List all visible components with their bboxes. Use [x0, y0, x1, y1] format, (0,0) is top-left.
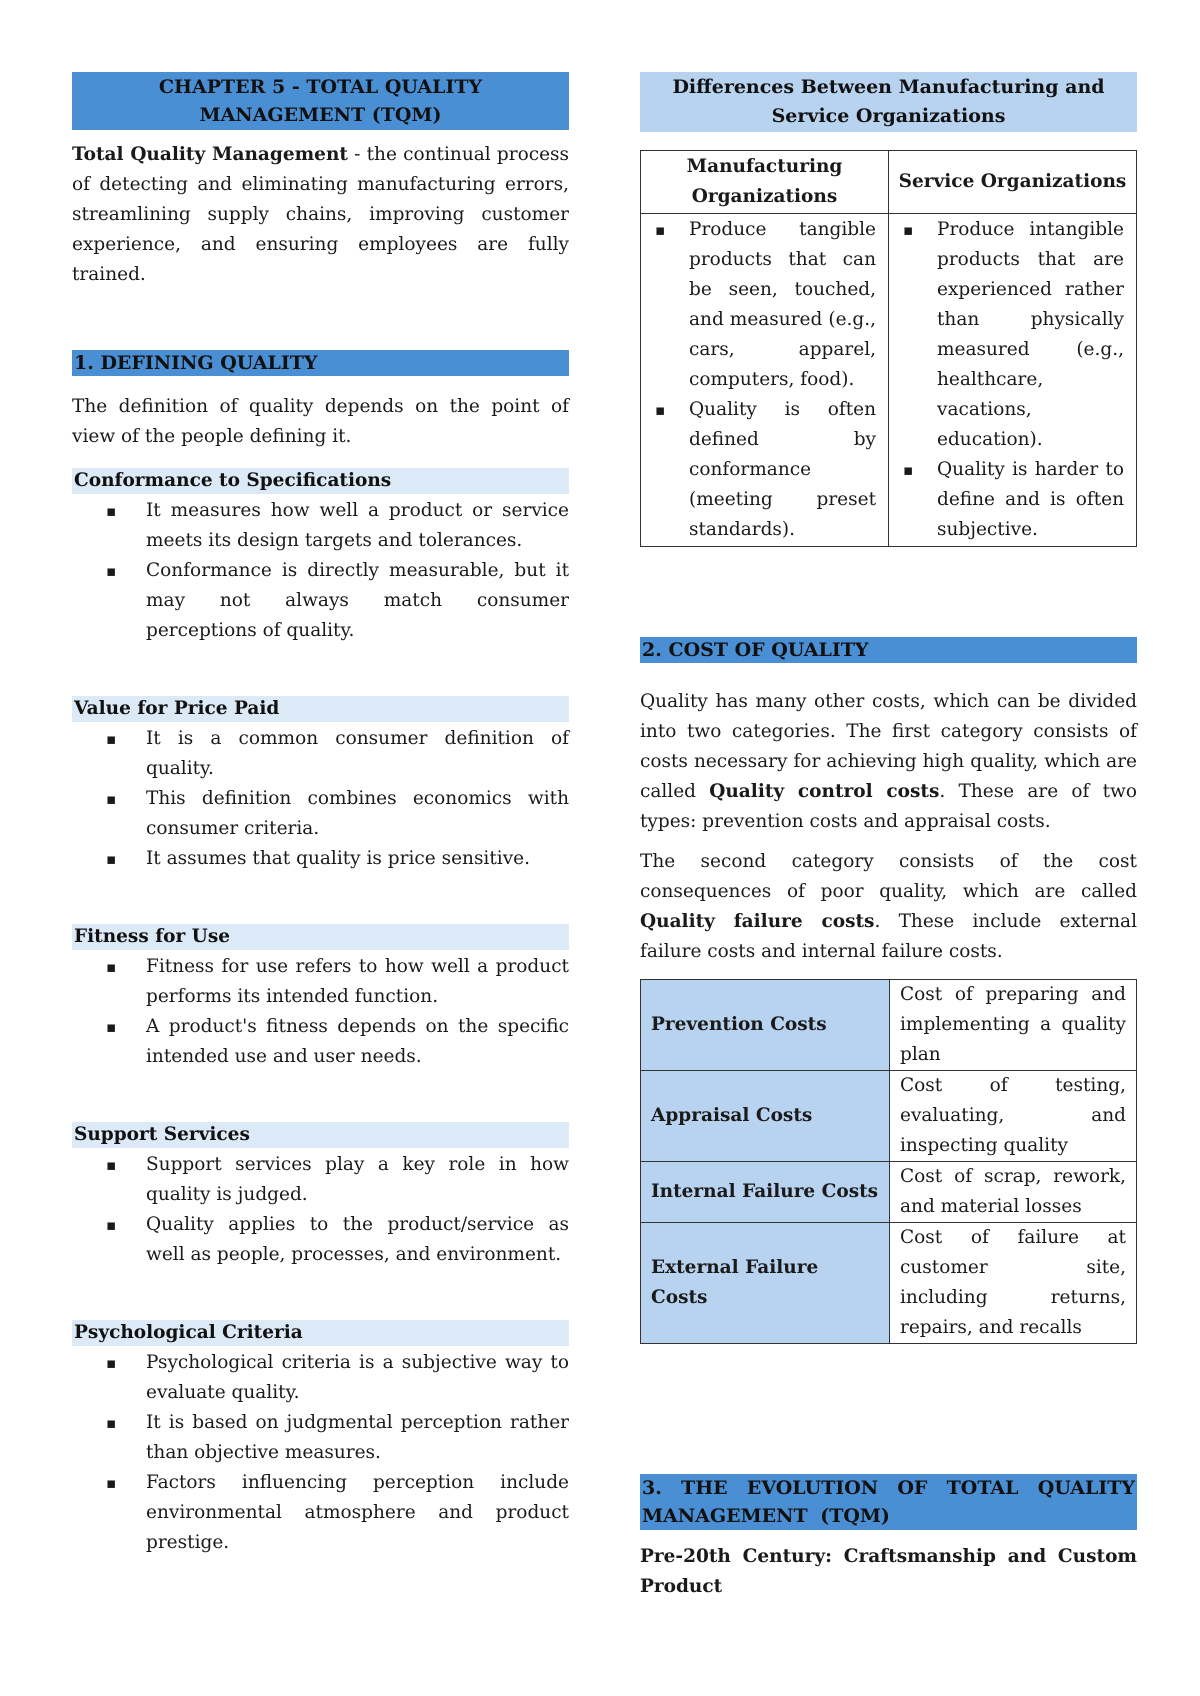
table-row: [641, 1162, 1137, 1223]
list-item: ▪ Conformance is directly measurable, but it may not always match consumer perceptions of quality.: [146, 556, 569, 646]
list-item: ▪ Produce intangible products that are experienced rather than physically measured (e.g., healthcare, vacations, education).: [937, 215, 1124, 455]
conformance-bullet-list: [72, 496, 569, 646]
list-item: ▪ Quality is harder to define and is often subjective.: [937, 455, 1124, 545]
left-column: [72, 72, 569, 1558]
cost-desc-external-failure: Cost of failure at customer site, including returns, repairs, and recalls: [890, 1223, 1137, 1344]
list-item: ▪ It is a common consumer definition of quality.: [146, 724, 569, 784]
cost-label-internal-failure: Internal Failure Costs: [641, 1162, 890, 1223]
cost-label-prevention: Prevention Costs: [641, 980, 890, 1071]
subsection-title-value-for-price: Value for Price Paid: [72, 696, 569, 722]
cost-paragraph-2: [640, 847, 1137, 967]
cost-p2-text-end: . These include external failure costs and internal failure costs.: [640, 911, 1138, 962]
right-column: [640, 72, 1137, 1602]
list-item: ▪ A product's fitness depends on the specific intended use and user needs.: [146, 1012, 569, 1072]
intro-definition: - the continual process of detecting and eliminating manufacturing errors, streamlining supply chains, improving customer experience, and ensuring employees are fully trained.: [72, 144, 570, 285]
value-bullet-list: [72, 724, 569, 874]
intro-term: Total Quality Management: [72, 144, 348, 165]
subsection-title-support-services: Support Services: [72, 1122, 569, 1148]
intro-paragraph: [72, 140, 569, 290]
cost-p1-text: Quality has many other costs, which can be divided into two categories. The first category consists of costs necessary for achieving high quality, which are called: [640, 691, 1137, 802]
chapter-title: CHAPTER 5 - TOTAL QUALITY MANAGEMENT (TQM): [72, 72, 569, 130]
differences-table: [640, 150, 1137, 547]
section-heading-defining-quality: 1. DEFINING QUALITY: [72, 350, 569, 376]
manufacturing-cell: [641, 214, 889, 547]
list-item: ▪ Factors influencing perception include environmental atmosphere and product prestige.: [146, 1468, 569, 1558]
table-row: [641, 151, 1137, 214]
list-item: ▪ It assumes that quality is price sensitive.: [146, 844, 569, 874]
cost-desc-internal-failure: Cost of scrap, rework, and material losses: [890, 1162, 1137, 1223]
list-item: ▪ Psychological criteria is a subjective way to evaluate quality.: [146, 1348, 569, 1408]
list-item: ▪ It measures how well a product or service meets its design targets and tolerances.: [146, 496, 569, 556]
table-row: [641, 1223, 1137, 1344]
list-item: ▪ Fitness for use refers to how well a product performs its intended function.: [146, 952, 569, 1012]
quality-failure-costs-term: Quality failure costs: [640, 911, 875, 932]
subsection-title-conformance: Conformance to Specifications: [72, 468, 569, 494]
defining-quality-text: The definition of quality depends on the point of view of the people defining it.: [72, 396, 569, 447]
support-bullet-list: [72, 1150, 569, 1270]
subsection-title-psychological-criteria: Psychological Criteria: [72, 1320, 569, 1346]
table-row: [641, 214, 1137, 547]
table-header-manufacturing: Manufacturing Organizations: [641, 151, 889, 214]
cost-desc-appraisal: Cost of testing, evaluating, and inspecting quality: [890, 1071, 1137, 1162]
table-header-service: Service Organizations: [889, 151, 1137, 214]
subsection-title-fitness-for-use: Fitness for Use: [72, 924, 569, 950]
differences-heading: Differences Between Manufacturing and Service Organizations: [640, 72, 1137, 132]
list-item: ▪ It is based on judgmental perception rather than objective measures.: [146, 1408, 569, 1468]
service-cell: [889, 214, 1137, 547]
cost-table: [640, 979, 1137, 1344]
cost-p1-text-end: . These are of two types: prevention costs and appraisal costs.: [640, 781, 1137, 832]
list-item: ▪ Quality is often defined by conformance (meeting preset standards).: [689, 395, 876, 545]
cost-desc-prevention: Cost of preparing and implementing a quality plan: [890, 980, 1137, 1071]
cost-label-appraisal: Appraisal Costs: [641, 1071, 890, 1162]
table-row: [641, 980, 1137, 1071]
cost-p2-text: The second category consists of the cost consequences of poor quality, which are called: [640, 851, 1137, 902]
quality-control-costs-term: Quality control costs: [709, 781, 940, 802]
list-item: ▪ Produce tangible products that can be seen, touched, and measured (e.g., cars, apparel, computers, food).: [689, 215, 876, 395]
cost-label-external-failure: External Failure Costs: [641, 1223, 890, 1344]
psychological-bullet-list: [72, 1348, 569, 1558]
section-heading-evolution: 3. THE EVOLUTION OF TOTAL QUALITY MANAGEMENT (TQM): [640, 1474, 1137, 1530]
list-item: ▪ Support services play a key role in how quality is judged.: [146, 1150, 569, 1210]
cost-paragraph-1: [640, 687, 1137, 837]
section-heading-cost-of-quality: 2. COST OF QUALITY: [640, 637, 1137, 663]
fitness-bullet-list: [72, 952, 569, 1072]
list-item: ▪ Quality applies to the product/service as well as people, processes, and environment.: [146, 1210, 569, 1270]
list-item: ▪ This definition combines economics with consumer criteria.: [146, 784, 569, 844]
table-row: [641, 1071, 1137, 1162]
evolution-subheading: Pre-20th Century: Craftsmanship and Custom Product: [640, 1546, 1137, 1597]
